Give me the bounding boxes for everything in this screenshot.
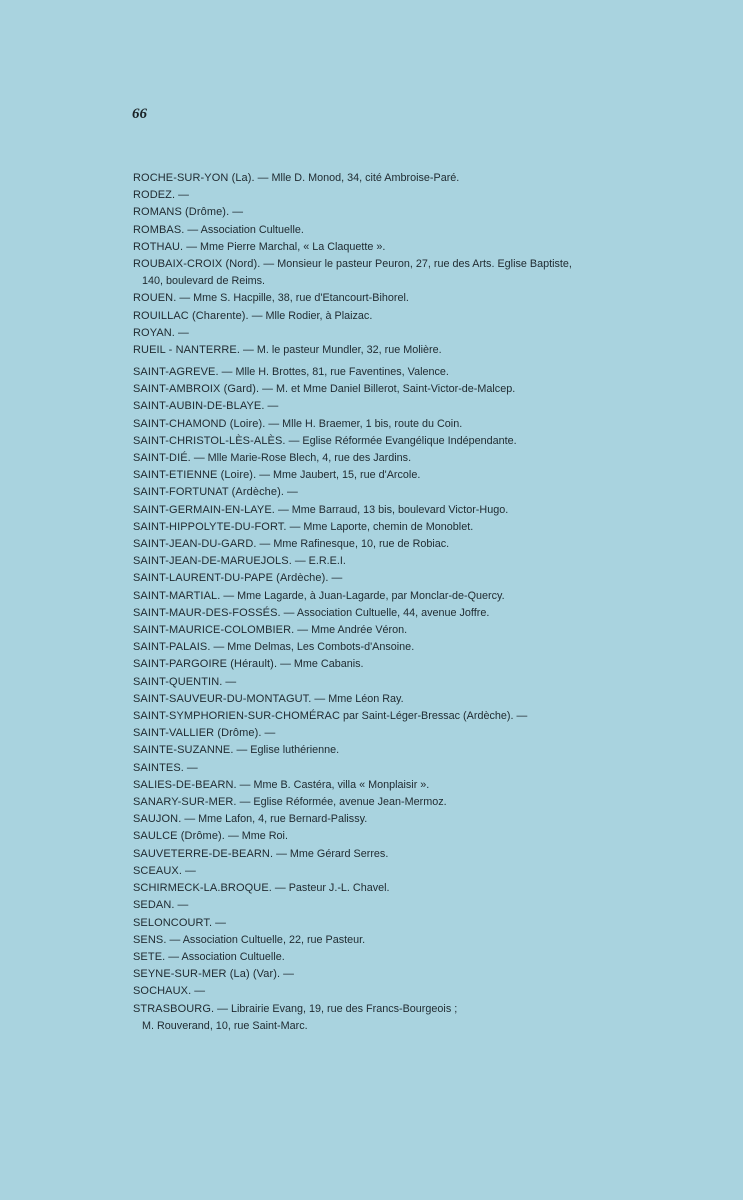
directory-entry (133, 622, 693, 639)
directory-entry (133, 1001, 693, 1035)
directory-block-s (133, 364, 693, 1035)
entry-contact: — Mlle D. Monod, 34, cité Ambroise-Paré. (254, 172, 460, 184)
directory-entry (133, 811, 693, 828)
directory-entry (133, 553, 693, 570)
directory-entry (133, 863, 693, 880)
entry-place: SAINT-CHRISTOL-LÈS-ALÈS. (133, 434, 286, 447)
entry-place: SAINT-AUBIN-DE-BLAYE. (133, 400, 265, 413)
entry-place: SAINT-PARGOIRE (Hérault). (133, 658, 278, 671)
entry-contact: — Pasteur J.-L. Chavel. (271, 882, 390, 895)
directory-entry (133, 222, 693, 239)
entry-contact: — Monsieur le pasteur Peuron, 27, rue des Arts. Eglise Baptiste, (260, 258, 572, 271)
entry-contact: — Mme Léon Ray. (311, 692, 404, 705)
directory-entry (133, 342, 693, 359)
entry-contact: — Mme Lagarde, à Juan-Lagarde, par Monclar-de-Quercy. (220, 589, 505, 602)
entry-place: SAINT-JEAN-DU-GARD. (133, 538, 257, 551)
directory-entry (133, 588, 693, 605)
entry-contact: — (264, 400, 279, 413)
directory-entry (133, 794, 693, 811)
entry-contact: — M. le pasteur Mundler, 32, rue Molière. (240, 344, 442, 357)
directory-entry (133, 239, 693, 256)
directory-entry (133, 966, 693, 983)
directory-entry (133, 760, 693, 777)
entry-contact: — Mlle Marie-Rose Blech, 4, rue des Jardins. (190, 452, 412, 465)
entry-contact: — Mme Laporte, chemin de Monoblet. (286, 520, 474, 533)
entry-place: SALIES-DE-BEARN. (133, 778, 237, 791)
entry-place: ROYAN. (133, 326, 175, 339)
directory-entry (133, 187, 693, 204)
entry-place: SAINTE-SUZANNE. (133, 744, 234, 757)
entry-place: SAINT-FORTUNAT (Ardèche). (133, 486, 285, 499)
directory-entry (133, 932, 693, 949)
entry-place: ROUILLAC (Charente). (133, 309, 249, 322)
directory-entry (133, 308, 693, 325)
entry-contact: — Association Cultuelle. (184, 223, 304, 236)
entry-contact: — E.R.E.I. (291, 555, 346, 568)
directory-entry (133, 170, 693, 187)
entry-place: SAINT-JEAN-DE-MARUEJOLS. (133, 555, 292, 568)
entry-place: SENS. (133, 933, 167, 946)
directory-entry (133, 290, 693, 307)
entry-contact: — Mme Cabanis. (277, 658, 364, 671)
entry-contact: — Mme Gérard Serres. (273, 847, 389, 860)
entry-place: ROUEN. (133, 292, 177, 305)
entry-contact-continued: M. Rouverand, 10, rue Saint-Marc. (142, 1019, 308, 1032)
entry-place: SAINT-DIÉ. (133, 452, 191, 465)
entry-place: SAINT-QUENTIN. (133, 675, 223, 688)
directory-entry (133, 915, 693, 932)
entry-place: SOCHAUX. (133, 985, 192, 998)
entry-place: ROTHAU. (133, 240, 184, 253)
entry-place: SAINTES. (133, 761, 184, 774)
entry-place: SETE. (133, 950, 166, 963)
directory-entry (133, 777, 693, 794)
entry-place: SAINT-VALLIER (Drôme). (133, 727, 262, 740)
directory-entry (133, 484, 693, 501)
directory-entry (133, 381, 693, 398)
entry-contact: — Mme S. Hacpille, 38, rue d'Etancourt-Bihorel. (176, 292, 409, 305)
entry-contact: — Mme B. Castéra, villa « Monplaisir ». (236, 778, 430, 791)
directory-entry (133, 983, 693, 1000)
entry-place: RUEIL - NANTERRE. (133, 344, 241, 357)
entry-place: SCEAUX. (133, 864, 182, 877)
entry-place: SEYNE-SUR-MER (La) (Var). (133, 968, 281, 981)
directory-entry (133, 325, 693, 342)
entry-contact: — Mme Roi. (224, 830, 288, 843)
entry-contact: — Eglise Réformée Evangélique Indépendante. (285, 434, 517, 447)
entry-place: SAINT-MARTIAL. (133, 589, 221, 602)
directory-entry (133, 880, 693, 897)
entry-contact: — Mme Delmas, Les Combots-d'Ansoine. (210, 641, 415, 654)
directory-entry (133, 570, 693, 587)
entry-contact: — Mme Jaubert, 15, rue d'Arcole. (256, 469, 421, 482)
entry-place: SAINT-AGREVE. (133, 366, 219, 378)
entry-contact: — Mlle H. Braemer, 1 bis, route du Coin. (265, 417, 463, 430)
directory-entry (133, 949, 693, 966)
entry-contact: — (229, 206, 244, 219)
directory-entry (133, 502, 693, 519)
directory-entry (133, 691, 693, 708)
entry-contact: — M. et Mme Daniel Billerot, Saint-Victor-de-Malcep. (259, 383, 516, 396)
entry-place: SAINT-HIPPOLYTE-DU-FORT. (133, 520, 287, 533)
entry-contact: — Mlle H. Brottes, 81, rue Faventines, Valence. (218, 366, 449, 378)
directory-entry (133, 725, 693, 742)
directory-entry (133, 416, 693, 433)
entry-place: SELONCOURT. (133, 916, 213, 929)
entry-contact: — Mme Pierre Marchal, « La Claquette ». (183, 240, 386, 253)
entry-contact: — Mme Lafon, 4, rue Bernard-Palissy. (181, 813, 368, 826)
entry-contact: — Association Cultuelle, 22, rue Pasteur. (166, 933, 366, 946)
directory-entry (133, 708, 693, 725)
entry-place: SAINT-PALAIS. (133, 641, 211, 654)
entry-place: SAINT-CHAMOND (Loire). (133, 417, 266, 430)
directory-entry (133, 467, 693, 484)
entry-place: SAULCE (Drôme). (133, 830, 225, 843)
entry-contact: — (191, 985, 206, 998)
entry-contact: — Mlle Rodier, à Plaizac. (248, 309, 373, 322)
directory-entry (133, 450, 693, 467)
entry-contact: — Eglise luthérienne. (233, 744, 340, 757)
directory-entry (133, 639, 693, 656)
entry-contact: — Librairie Evang, 19, rue des Francs-Bourgeois ; (214, 1002, 458, 1015)
entry-contact: — Eglise Réformée, avenue Jean-Mermoz. (236, 796, 447, 809)
page-number: 66 (132, 106, 147, 122)
entry-place: SAUVETERRE-DE-BEARN. (133, 847, 274, 860)
entry-contact: — (222, 675, 237, 688)
directory-entry (133, 519, 693, 536)
directory-entry (133, 433, 693, 450)
entry-contact: — (182, 864, 196, 877)
entry-place: SAINT-ETIENNE (Loire). (133, 469, 257, 482)
entry-contact: — Association Cultuelle. (165, 950, 285, 963)
directory-entry (133, 846, 693, 863)
directory-entry (133, 536, 693, 553)
entry-place: SAINT-SAUVEUR-DU-MONTAGUT. (133, 692, 312, 705)
entry-place: SAINT-MAURICE-COLOMBIER. (133, 624, 295, 637)
directory-entry (133, 656, 693, 673)
entry-contact: — Mme Andrée Véron. (294, 624, 408, 637)
entry-place: SCHIRMECK-LA.BROQUE. (133, 882, 272, 895)
entry-contact: — (174, 326, 189, 339)
entry-contact: — (174, 899, 189, 912)
entry-contact: — (328, 572, 343, 585)
directory-block-r (133, 170, 693, 359)
entry-contact: — (175, 189, 189, 202)
entry-contact: — (212, 916, 226, 929)
entry-contact: — Association Cultuelle, 44, avenue Joffre. (280, 606, 490, 619)
entry-contact: — Mme Rafinesque, 10, rue de Robiac. (256, 538, 450, 551)
entry-place: RODEZ. (133, 189, 176, 202)
entry-place: ROMBAS. (133, 223, 185, 236)
directory-entry (133, 897, 693, 914)
entry-contact: — (261, 727, 276, 740)
entry-place: SAINT-GERMAIN-EN-LAYE. (133, 503, 275, 516)
entry-place: STRASBOURG. (133, 1002, 215, 1015)
entry-place: ROCHE-SUR-YON (La). (133, 172, 255, 184)
directory-entry (133, 742, 693, 759)
entry-contact: — (183, 761, 198, 774)
directory-entry (133, 204, 693, 221)
directory-entry (133, 256, 693, 290)
entry-place: SAINT-MAUR-DES-FOSSÉS. (133, 606, 281, 619)
entry-place: ROUBAIX-CROIX (Nord). (133, 258, 261, 271)
directory-entry (133, 674, 693, 691)
directory-entry (133, 605, 693, 622)
entry-contact: — (284, 486, 298, 499)
entry-place: SEDAN. (133, 899, 175, 912)
entry-place: SAUJON. (133, 813, 182, 826)
directory-entry (133, 828, 693, 845)
entry-contact: — (280, 968, 294, 981)
entry-place: SAINT-LAURENT-DU-PAPE (Ardèche). (133, 572, 329, 585)
entry-place: SAINT-SYMPHORIEN-SUR-CHOMÉRAC (133, 710, 341, 723)
directory-entry (133, 364, 693, 381)
entry-place: ROMANS (Drôme). (133, 206, 230, 219)
entry-contact: — Mme Barraud, 13 bis, boulevard Victor-Hugo. (274, 503, 509, 516)
entry-contact: par Saint-Léger-Bressac (Ardèche). — (340, 710, 528, 723)
entry-place: SANARY-SUR-MER. (133, 796, 237, 809)
entry-contact-continued: 140, boulevard de Reims. (142, 275, 266, 288)
directory-entry (133, 398, 693, 415)
entry-place: SAINT-AMBROIX (Gard). (133, 383, 260, 396)
